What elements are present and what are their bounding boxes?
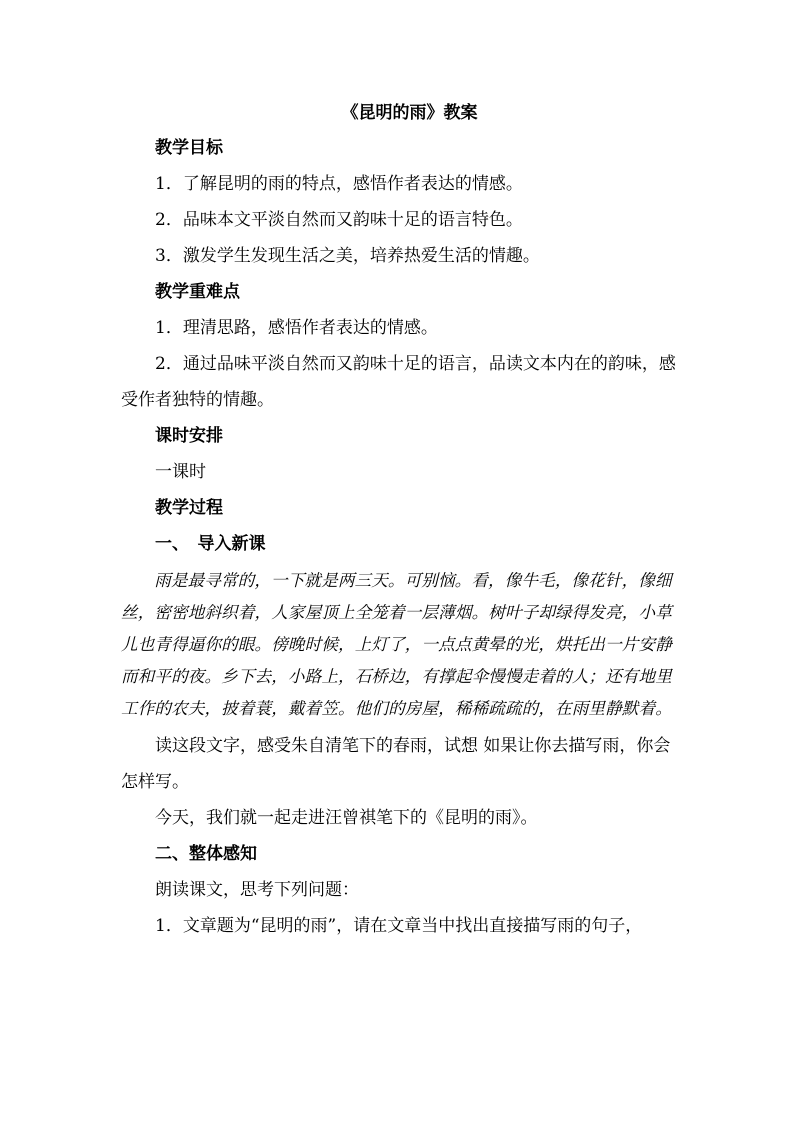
goal-item-2: 2．品味本文平淡自然而又韵味十足的语言特色。: [155, 210, 523, 230]
section-heading-process: 教学过程: [155, 498, 223, 518]
goal-item-1: 1．了解昆明的雨的特点，感悟作者表达的情感。: [155, 174, 523, 194]
difficulty-item-2: 2．通过品味平淡自然而又韵味十足的语言，品读文本内在的韵味，感受作者独特的情趣。: [121, 354, 676, 410]
process-subsection-intro: 一、 导入新课: [155, 534, 266, 554]
goal-item-3: 3．激发学生发现生活之美，培养热爱生活的情趣。: [155, 246, 540, 266]
quoted-passage: 雨是最寻常的，一下就是两三天。可别恼。看，像牛毛，像花针，像细丝，密密地斜织着，人家屋顶上全笼着一层薄烟。树叶子却绿得发亮，小草儿也青得逼你的眼。傍晚时候，上灯了，一点点黄晕的光，烘托出一片安静而和平的夜。乡下去，小路上，石桥边，有撑起伞慢慢走着的人；还有地里工作的农夫，披着蓑，戴着笠。他们的房屋，稀稀疏疏的，在雨里静默着。: [121, 571, 672, 718]
section-heading-difficulties: 教学重难点: [155, 282, 240, 302]
lesson-introduction: 今天，我们就一起走进汪曾祺笔下的《昆明的雨》。: [155, 808, 538, 828]
difficulty-item-1: 1．理清思路，感悟作者表达的情感。: [155, 318, 438, 338]
question-item-1: 1．文章题为“昆明的雨”，请在文章当中找出直接描写雨的句子，: [155, 916, 643, 936]
reading-instruction: 读这段文字，感受朱自清笔下的春雨，试想 如果让你去描写雨，你会怎样写。: [121, 736, 671, 792]
section-heading-schedule: 课时安排: [155, 426, 223, 446]
schedule-text: 一课时: [155, 462, 206, 482]
document-content: [121, 96, 678, 944]
document-title: 《昆明的雨》教案: [341, 103, 478, 123]
section-heading-goals: 教学目标: [155, 138, 223, 158]
reading-prompt: 朗读课文，思考下列问题：: [155, 880, 359, 900]
process-subsection-overall: 二、整体感知: [155, 844, 257, 864]
